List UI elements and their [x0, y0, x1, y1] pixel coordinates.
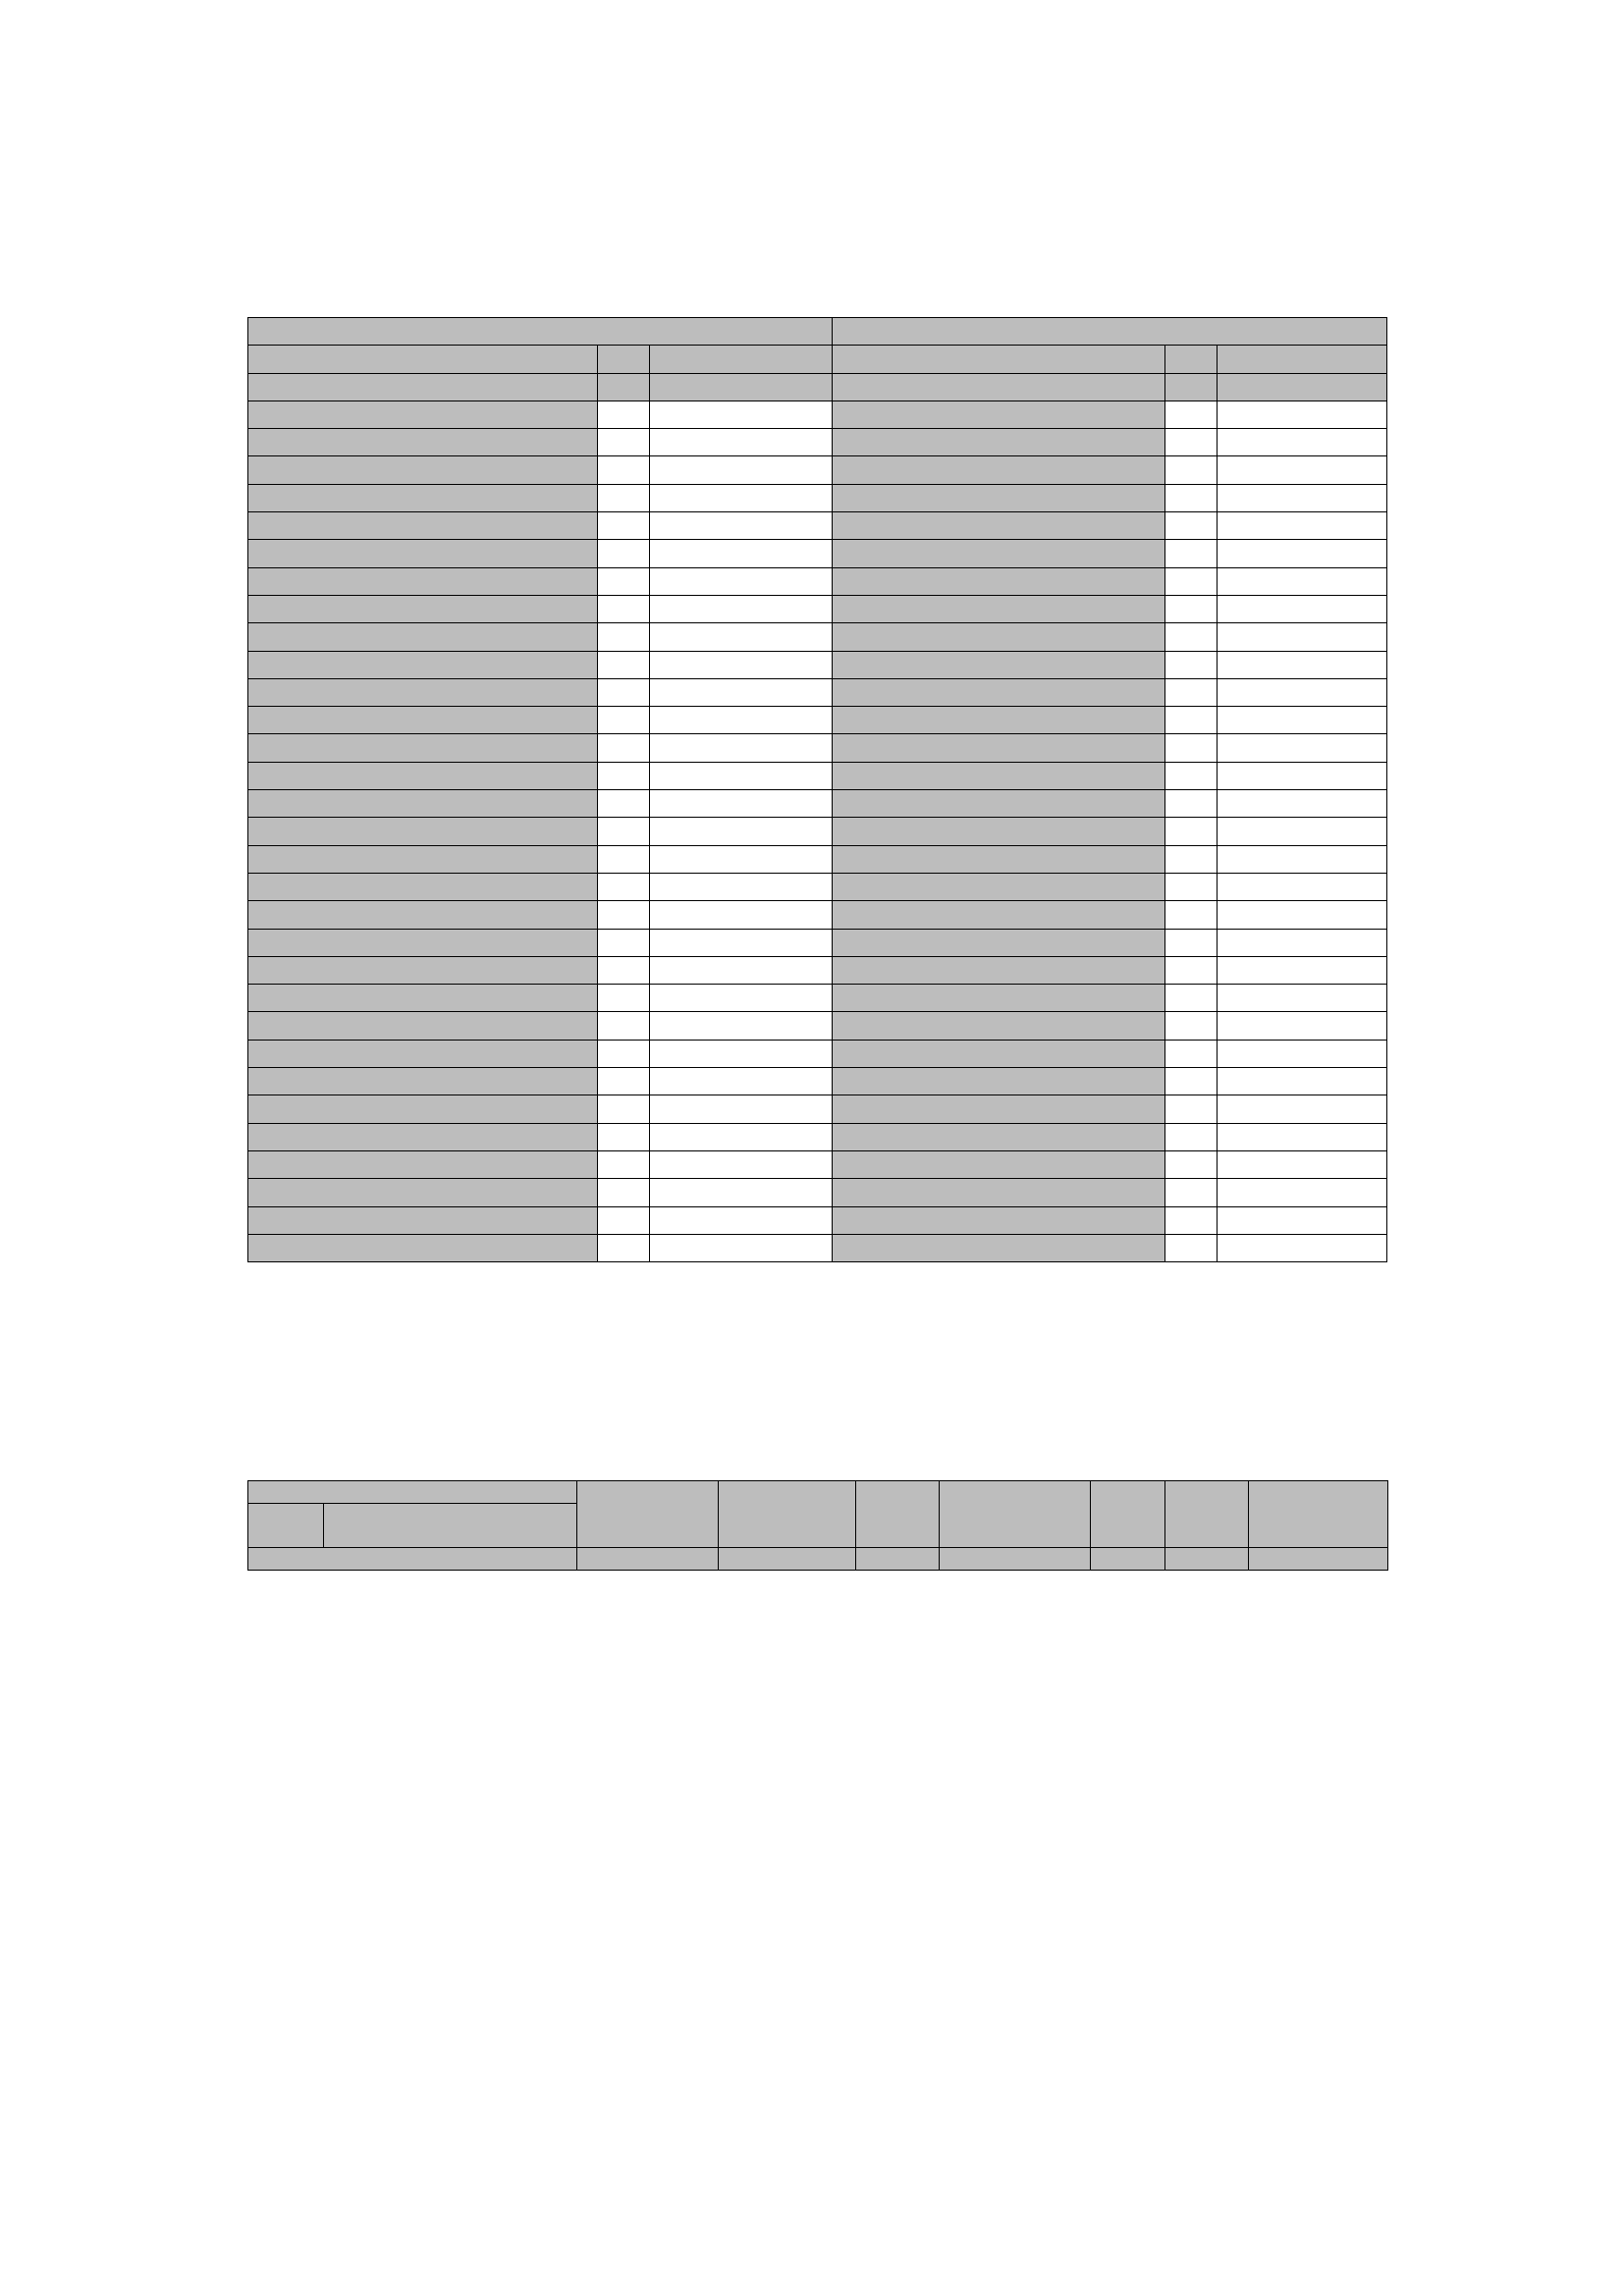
income-line-number: [598, 678, 650, 706]
expense-amount: [1218, 873, 1387, 900]
expense-amount: [1218, 845, 1387, 873]
income-line-number: [598, 873, 650, 900]
expense-amount: [1218, 985, 1387, 1012]
income-item-label: [248, 1012, 598, 1040]
income-item-label: [248, 595, 598, 622]
header-operating-income: [1091, 1481, 1165, 1548]
income-line-number: [598, 1012, 650, 1040]
expense-line-number: [1165, 484, 1218, 511]
expense-amount: [1218, 929, 1387, 956]
expense-amount: [1218, 623, 1387, 651]
expense-line-number: [1165, 985, 1218, 1012]
expense-line-number: [1165, 1040, 1218, 1067]
table1-row: [248, 1012, 1387, 1040]
income-header: [248, 318, 833, 346]
expense-item-label: [833, 956, 1165, 984]
income-item-label: [248, 845, 598, 873]
expense-item-label: [833, 1206, 1165, 1234]
income-grand-total-amount: [650, 1234, 833, 1261]
expense-line-number: [1165, 512, 1218, 540]
header-subject-code: [248, 1504, 324, 1548]
income-line-number: [598, 762, 650, 789]
expense-lineno-header: [1165, 346, 1218, 373]
income-line-number: [598, 845, 650, 873]
expense-line-number: [1165, 595, 1218, 622]
table1-row: [248, 707, 1387, 734]
expense-line-number: [1165, 707, 1218, 734]
income-line-number: [598, 985, 650, 1012]
income-amount: [650, 790, 833, 818]
expense-line-number: [1165, 1150, 1218, 1178]
expense-amount: [1218, 1206, 1387, 1234]
income-amount: [650, 1095, 833, 1123]
expense-amount: [1218, 678, 1387, 706]
expense-amount: [1218, 1095, 1387, 1123]
table1-row: [248, 734, 1387, 762]
expense-line-number: [1165, 567, 1218, 595]
expense-item-label: [833, 540, 1165, 567]
expense-amount: [1218, 484, 1387, 511]
table1-row: [248, 818, 1387, 845]
expense-line-number: [1165, 873, 1218, 900]
income-grand-total-label: [248, 1234, 598, 1261]
income-item-label: [248, 929, 598, 956]
expense-line-number: [1165, 790, 1218, 818]
table1-row: [248, 456, 1387, 484]
table1-row: [248, 1095, 1387, 1123]
income-amount: [650, 1068, 833, 1095]
expense-item-label: [833, 567, 1165, 595]
expense-amount: [1218, 707, 1387, 734]
table1-row: [248, 1068, 1387, 1095]
expense-amount: [1218, 540, 1387, 567]
expense-col-label: [833, 373, 1165, 400]
income-line-number: [598, 484, 650, 511]
income-amount: [650, 678, 833, 706]
expense-item-label: [833, 818, 1165, 845]
table1-row: [248, 400, 1387, 428]
expense-item-label: [833, 929, 1165, 956]
expense-header: [833, 318, 1387, 346]
income-line-number: [598, 567, 650, 595]
expense-item-label: [833, 1123, 1165, 1150]
income-item-label: [248, 1040, 598, 1067]
income-amount: [650, 707, 833, 734]
expense-amount: [1218, 512, 1387, 540]
expense-line-number: [1165, 1012, 1218, 1040]
expense-item-label: [833, 1068, 1165, 1095]
income-amount: [650, 512, 833, 540]
expense-line-number: [1165, 845, 1218, 873]
income-line-number: [598, 429, 650, 456]
income-line-number: [598, 929, 650, 956]
income-col-label: [248, 373, 598, 400]
expense-amount: [1218, 956, 1387, 984]
table1-header-row-1: [248, 318, 1387, 346]
income-amount: [650, 1150, 833, 1178]
expense-line-number: [1165, 400, 1218, 428]
expense-amount-header: [1218, 346, 1387, 373]
expense-line-number: [1165, 1095, 1218, 1123]
table1-row: [248, 762, 1387, 789]
expense-line-number: [1165, 540, 1218, 567]
income-amount: [650, 929, 833, 956]
table1-year-total-row: [248, 1123, 1387, 1150]
table1-row: [248, 429, 1387, 456]
expense-amount: [1218, 1012, 1387, 1040]
table1-row: [248, 651, 1387, 678]
header-superior-subsidy: [856, 1481, 940, 1548]
income-line-number: [598, 1179, 650, 1206]
expense-amount: [1218, 567, 1387, 595]
header-business-income: [940, 1481, 1091, 1548]
income-item-label: [248, 429, 598, 456]
income-amount: [650, 484, 833, 511]
expense-line-number: [1165, 678, 1218, 706]
expense-amount: [1218, 1123, 1387, 1150]
income-amount: [650, 1206, 833, 1234]
expense-line-number: [1165, 651, 1218, 678]
expense-item-label: [833, 623, 1165, 651]
expense-amount: [1218, 790, 1387, 818]
expense-item-label: [833, 707, 1165, 734]
income-item-label: [248, 400, 598, 428]
income-item-label: [248, 540, 598, 567]
expense-item-label: [833, 985, 1165, 1012]
income-item-label: [248, 1179, 598, 1206]
expense-amount: [1218, 762, 1387, 789]
expense-line-number: [1165, 1179, 1218, 1206]
expense-item-label: [833, 512, 1165, 540]
income-line-number: [598, 1068, 650, 1095]
expense-line-number: [1165, 1123, 1218, 1150]
income-amount: [650, 873, 833, 900]
expense-item-label: [833, 400, 1165, 428]
expense-line-number: [1165, 956, 1218, 984]
expense-line-number: [1165, 429, 1218, 456]
income-amount: [650, 429, 833, 456]
income-line-number: [598, 707, 650, 734]
expense-item-label: [833, 762, 1165, 789]
expense-line-number: [1165, 1068, 1218, 1095]
expense-item-label: [833, 734, 1165, 762]
expense-item-label: [833, 1179, 1165, 1206]
income-item-label: [248, 956, 598, 984]
income-line-number: [598, 1206, 650, 1234]
income-line-number: [598, 595, 650, 622]
table1-row: [248, 1150, 1387, 1178]
income-item-label: [248, 762, 598, 789]
income-line-number: [598, 956, 650, 984]
expense-amount: [1218, 400, 1387, 428]
income-line-number: [598, 734, 650, 762]
income-amount: [650, 734, 833, 762]
income-line-number: [598, 818, 650, 845]
table1-row: [248, 512, 1387, 540]
expense-line-number: [1165, 818, 1218, 845]
expense-col-number: [1218, 373, 1387, 400]
expense-item-label: [833, 873, 1165, 900]
income-amount-header: [650, 346, 833, 373]
table1-grand-total-row: [248, 1234, 1387, 1261]
income-item-label: [248, 484, 598, 511]
expense-amount: [1218, 456, 1387, 484]
expense-item-label: [833, 429, 1165, 456]
income-line-number: [598, 790, 650, 818]
expense-amount: [1218, 901, 1387, 929]
expense-item-label: [833, 790, 1165, 818]
income-item-label: [248, 1206, 598, 1234]
income-line-number: [598, 651, 650, 678]
expense-item-label: [833, 678, 1165, 706]
expense-amount: [1218, 595, 1387, 622]
income-amount: [650, 1179, 833, 1206]
income-amount: [650, 1123, 833, 1150]
income-item-label: [248, 707, 598, 734]
income-item-label: [248, 623, 598, 651]
income-line-number: [598, 1123, 650, 1150]
expense-item-header: [833, 346, 1165, 373]
income-line-number: [598, 623, 650, 651]
income-line-number: [598, 1040, 650, 1067]
expense-line-number: [1165, 762, 1218, 789]
income-line-number: [598, 512, 650, 540]
income-line-number: [598, 1150, 650, 1178]
income-item-header: [248, 346, 598, 373]
header-other-income: [1249, 1481, 1388, 1548]
header-affiliated-income: [1165, 1481, 1249, 1548]
expense-item-label: [833, 1040, 1165, 1067]
expense-line-number: [1165, 623, 1218, 651]
expense-line-number: [1165, 1234, 1218, 1261]
table1-row: [248, 678, 1387, 706]
income-amount: [650, 985, 833, 1012]
table1-row: [248, 540, 1387, 567]
income-item-label: [248, 818, 598, 845]
expense-item-label: [833, 456, 1165, 484]
expense-line-number: [1165, 1206, 1218, 1234]
expense-amount: [1218, 1068, 1387, 1095]
income-item-label: [248, 985, 598, 1012]
expense-amount: [1218, 651, 1387, 678]
income-detail-table: [247, 1480, 1388, 1571]
expense-amount: [1218, 734, 1387, 762]
expense-amount: [1218, 1040, 1387, 1067]
income-amount: [650, 651, 833, 678]
income-item-label: [248, 901, 598, 929]
income-amount: [650, 400, 833, 428]
income-amount: [650, 1012, 833, 1040]
expense-amount: [1218, 429, 1387, 456]
table1-row: [248, 873, 1387, 900]
income-amount: [650, 540, 833, 567]
expense-line-number: [1165, 456, 1218, 484]
income-item-label: [248, 567, 598, 595]
header-fiscal-income: [719, 1481, 856, 1548]
income-line-number: [598, 1095, 650, 1123]
income-line-number: [598, 400, 650, 428]
table2-header-row-1: [248, 1481, 1388, 1504]
income-line-number: [598, 456, 650, 484]
income-item-label: [248, 651, 598, 678]
table1-row: [248, 845, 1387, 873]
income-line-number: [598, 1234, 650, 1261]
expense-amount: [1218, 1150, 1387, 1178]
table1-row: [248, 985, 1387, 1012]
table2-item-header: [248, 1481, 577, 1504]
header-subject-name: [324, 1504, 577, 1548]
income-item-label: [248, 1068, 598, 1095]
income-item-label: [248, 1095, 598, 1123]
income-item-label: [248, 790, 598, 818]
income-amount: [650, 956, 833, 984]
table2-colno-row: [248, 1548, 1388, 1571]
expense-item-label: [833, 1095, 1165, 1123]
income-amount: [650, 623, 833, 651]
table1-row: [248, 956, 1387, 984]
income-item-label: [248, 456, 598, 484]
expense-grand-total-amount: [1218, 1234, 1387, 1261]
expense-amount: [1218, 818, 1387, 845]
table1-row: [248, 929, 1387, 956]
income-col-number: [650, 373, 833, 400]
expense-item-label: [833, 1150, 1165, 1178]
expense-item-label: [833, 484, 1165, 511]
income-item-label: [248, 873, 598, 900]
expense-item-label: [833, 901, 1165, 929]
expense-amount: [1218, 1179, 1387, 1206]
income-lineno-header: [598, 346, 650, 373]
income-item-label: [248, 734, 598, 762]
income-item-label: [248, 678, 598, 706]
table1-row: [248, 1040, 1387, 1067]
expense-line-number: [1165, 901, 1218, 929]
income-amount: [650, 762, 833, 789]
expense-item-label: [833, 845, 1165, 873]
income-line-number: [598, 540, 650, 567]
expense-line-number: [1165, 929, 1218, 956]
income-expense-table: [247, 317, 1387, 1262]
colno-label: [248, 1548, 577, 1571]
income-amount: [650, 456, 833, 484]
expense-item-label: [833, 651, 1165, 678]
table1-row: [248, 567, 1387, 595]
income-line-number: [598, 901, 650, 929]
header-total-income: [577, 1481, 719, 1548]
income-amount: [650, 845, 833, 873]
income-amount: [650, 818, 833, 845]
income-item-label: [248, 1150, 598, 1178]
table1-header-row-2: [248, 346, 1387, 373]
expense-item-label: [833, 1012, 1165, 1040]
expense-item-label: [833, 595, 1165, 622]
table1-row: [248, 1206, 1387, 1234]
table1-header-row-3: [248, 373, 1387, 400]
income-item-label: [248, 512, 598, 540]
table1-row: [248, 623, 1387, 651]
table1-row: [248, 1179, 1387, 1206]
table1-row: [248, 484, 1387, 511]
expense-line-number: [1165, 734, 1218, 762]
table1-row: [248, 901, 1387, 929]
expense-grand-total-label: [833, 1234, 1165, 1261]
income-item-label: [248, 1123, 598, 1150]
table1-row: [248, 790, 1387, 818]
income-amount: [650, 567, 833, 595]
income-amount: [650, 1040, 833, 1067]
table1-row: [248, 595, 1387, 622]
income-amount: [650, 595, 833, 622]
income-amount: [650, 901, 833, 929]
